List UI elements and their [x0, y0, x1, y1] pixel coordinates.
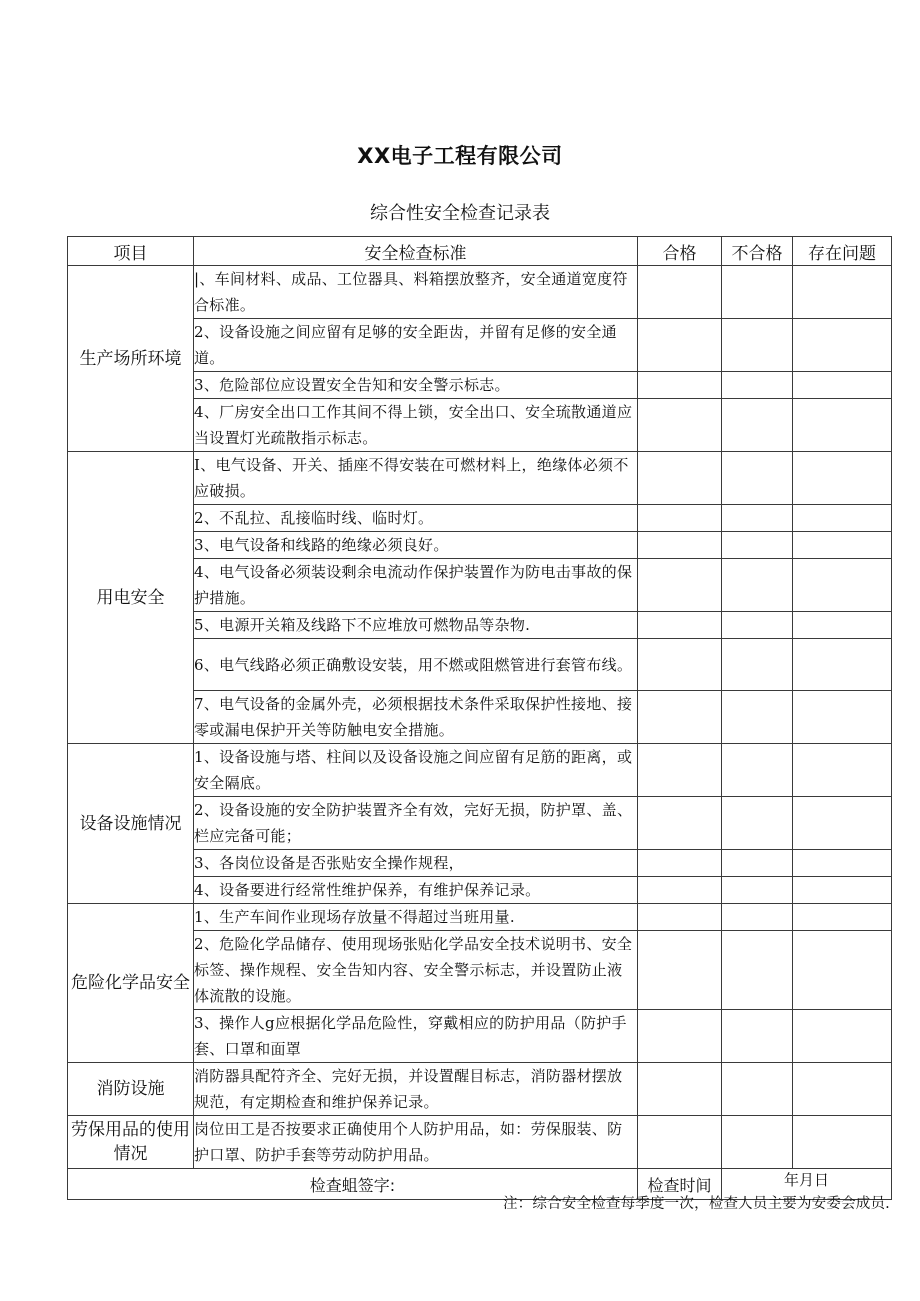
issues-cell[interactable]: [793, 904, 892, 931]
criterion-text: 3、各岗位设备是否张贴安全操作规程，: [194, 850, 638, 877]
company-name: XX电子工程有限公司: [357, 144, 563, 168]
section-title: 设备设施情况: [68, 744, 194, 904]
section-title: 生产场所环境: [68, 266, 194, 452]
pass-cell[interactable]: [638, 639, 722, 691]
pass-cell[interactable]: [638, 266, 722, 319]
section-title: 劳保用品的使用情况: [68, 1116, 194, 1169]
pass-cell[interactable]: [638, 1116, 722, 1169]
fail-cell[interactable]: [722, 931, 793, 1010]
footnote: 注：综合安全检查每季度一次，检查人员主要为安委会成员.: [502, 1196, 890, 1212]
fail-cell[interactable]: [722, 505, 793, 532]
table-row: [68, 1063, 892, 1116]
fail-cell[interactable]: [722, 904, 793, 931]
criterion-text: 3、危险部位应设置安全告知和安全警示标志。: [194, 372, 638, 399]
criterion-text: 2、危险化学品储存、使用现场张贴化学品安全技术说明书、安全标签、操作规程、安全告知内容、安全警示标志，并设置防止液体流散的设施。: [194, 931, 638, 1010]
criterion-text: 4、厂房安全出口工作其间不得上锁，安全出口、安全琉散通道应当设置灯光疏散指示标志。: [194, 399, 638, 452]
criterion-text: 2、设备设施的安全防护装置齐全有效，完好无损，防护罩、盖、栏应完备可能；: [194, 797, 638, 850]
fail-cell[interactable]: [722, 559, 793, 612]
criterion-text: 7、电气设备的金属外壳，必须根据技术条件采取保护性接地、接零或漏电保护开关等防触电安全措施。: [194, 691, 638, 744]
issues-cell[interactable]: [793, 399, 892, 452]
fail-cell[interactable]: [722, 877, 793, 904]
criterion-text: 消防器具配符齐全、完好无损，并设置醒目标志，消防器材摆放规范，有定期检查和维护保养记录。: [194, 1063, 638, 1116]
issues-cell[interactable]: [793, 639, 892, 691]
criterion-text: 3、操作人g应根据化学品危险性，穿戴相应的防护用品（防护手套、口罩和面罩: [194, 1010, 638, 1063]
issues-cell[interactable]: [793, 797, 892, 850]
table-row: [68, 266, 892, 319]
criterion-text: 2、设备设施之间应留有足够的安全距齿，并留有足修的安全通道。: [194, 319, 638, 372]
pass-cell[interactable]: [638, 904, 722, 931]
issues-cell[interactable]: [793, 877, 892, 904]
header-item: 项目: [68, 237, 194, 266]
issues-cell[interactable]: [793, 612, 892, 639]
header-fail: 不合格: [722, 237, 793, 266]
pass-cell[interactable]: [638, 877, 722, 904]
pass-cell[interactable]: [638, 797, 722, 850]
form-title: 综合性安全检查记录表: [370, 203, 550, 224]
header-standard: 安全检查标准: [194, 237, 638, 266]
fail-cell[interactable]: [722, 319, 793, 372]
issues-cell[interactable]: [793, 372, 892, 399]
issues-cell[interactable]: [793, 1116, 892, 1169]
table-body: [68, 266, 892, 1169]
fail-cell[interactable]: [722, 797, 793, 850]
issues-cell[interactable]: [793, 1010, 892, 1063]
criterion-text: I、电气设备、开关、插座不得安装在可燃材料上，绝缘体必须不应破损。: [194, 452, 638, 505]
criterion-text: 6、电气线路必须正确敷设安装，用不燃或阻燃管进行套管布线。: [194, 639, 638, 691]
criterion-text: 1、设备设施与塔、柱间以及设备设施之间应留有足筋的距离，或安全隔底。: [194, 744, 638, 797]
table-row: [68, 904, 892, 931]
inspection-table: [67, 236, 892, 1200]
section-title: 用电安全: [68, 452, 194, 744]
table-row: [68, 452, 892, 505]
pass-cell[interactable]: [638, 399, 722, 452]
issues-cell[interactable]: [793, 452, 892, 505]
fail-cell[interactable]: [722, 850, 793, 877]
criterion-text: 3、电气设备和线路的绝缘必须良好。: [194, 532, 638, 559]
pass-cell[interactable]: [638, 744, 722, 797]
date-field[interactable]: 年月日: [722, 1169, 892, 1200]
criterion-text: 4、设备要进行经常性维护保养，有维护保养记录。: [194, 877, 638, 904]
issues-cell[interactable]: [793, 532, 892, 559]
header-row: [68, 237, 892, 266]
issues-cell[interactable]: [793, 505, 892, 532]
issues-cell[interactable]: [793, 559, 892, 612]
inspection-time-label: 检查时间: [638, 1169, 722, 1200]
issues-cell[interactable]: [793, 931, 892, 1010]
fail-cell[interactable]: [722, 1063, 793, 1116]
criterion-text: 1、生产车间作业现场存放量不得超过当班用量.: [194, 904, 638, 931]
fail-cell[interactable]: [722, 266, 793, 319]
pass-cell[interactable]: [638, 612, 722, 639]
criterion-text: 2、不乱拉、乱接临时线、临时灯。: [194, 505, 638, 532]
fail-cell[interactable]: [722, 452, 793, 505]
criterion-text: 5、电源开关箱及线路下不应堆放可燃物品等杂物.: [194, 612, 638, 639]
header-pass: 合格: [638, 237, 722, 266]
criterion-text: |、车间材料、成品、工位器具、料箱摆放整齐，安全通道宽度符合标准。: [194, 266, 638, 319]
pass-cell[interactable]: [638, 372, 722, 399]
pass-cell[interactable]: [638, 1063, 722, 1116]
issues-cell[interactable]: [793, 744, 892, 797]
section-title: 消防设施: [68, 1063, 194, 1116]
criterion-text: 4、电气设备必须装设剩余电流动作保护装置作为防电击事故的保护措施。: [194, 559, 638, 612]
issues-cell[interactable]: [793, 266, 892, 319]
pass-cell[interactable]: [638, 319, 722, 372]
issues-cell[interactable]: [793, 319, 892, 372]
section-title: 危险化学品安全: [68, 904, 194, 1063]
header-issues: 存在问题: [793, 237, 892, 266]
pass-cell[interactable]: [638, 452, 722, 505]
fail-cell[interactable]: [722, 1010, 793, 1063]
issues-cell[interactable]: [793, 691, 892, 744]
fail-cell[interactable]: [722, 744, 793, 797]
fail-cell[interactable]: [722, 612, 793, 639]
signature-label: 检查蛆签字:: [68, 1169, 638, 1200]
fail-cell[interactable]: [722, 639, 793, 691]
fail-cell[interactable]: [722, 372, 793, 399]
fail-cell[interactable]: [722, 532, 793, 559]
criterion-text: 岗位田工是否按要求正确使用个人防护用品，如：劳保服装、防护口罩、防护手套等劳动防护用品。: [194, 1116, 638, 1169]
fail-cell[interactable]: [722, 691, 793, 744]
fail-cell[interactable]: [722, 399, 793, 452]
pass-cell[interactable]: [638, 931, 722, 1010]
pass-cell[interactable]: [638, 691, 722, 744]
pass-cell[interactable]: [638, 505, 722, 532]
table-row: [68, 1116, 892, 1169]
pass-cell[interactable]: [638, 559, 722, 612]
fail-cell[interactable]: [722, 1116, 793, 1169]
table-row: [68, 744, 892, 797]
issues-cell[interactable]: [793, 1063, 892, 1116]
issues-cell[interactable]: [793, 850, 892, 877]
pass-cell[interactable]: [638, 850, 722, 877]
pass-cell[interactable]: [638, 1010, 722, 1063]
pass-cell[interactable]: [638, 532, 722, 559]
